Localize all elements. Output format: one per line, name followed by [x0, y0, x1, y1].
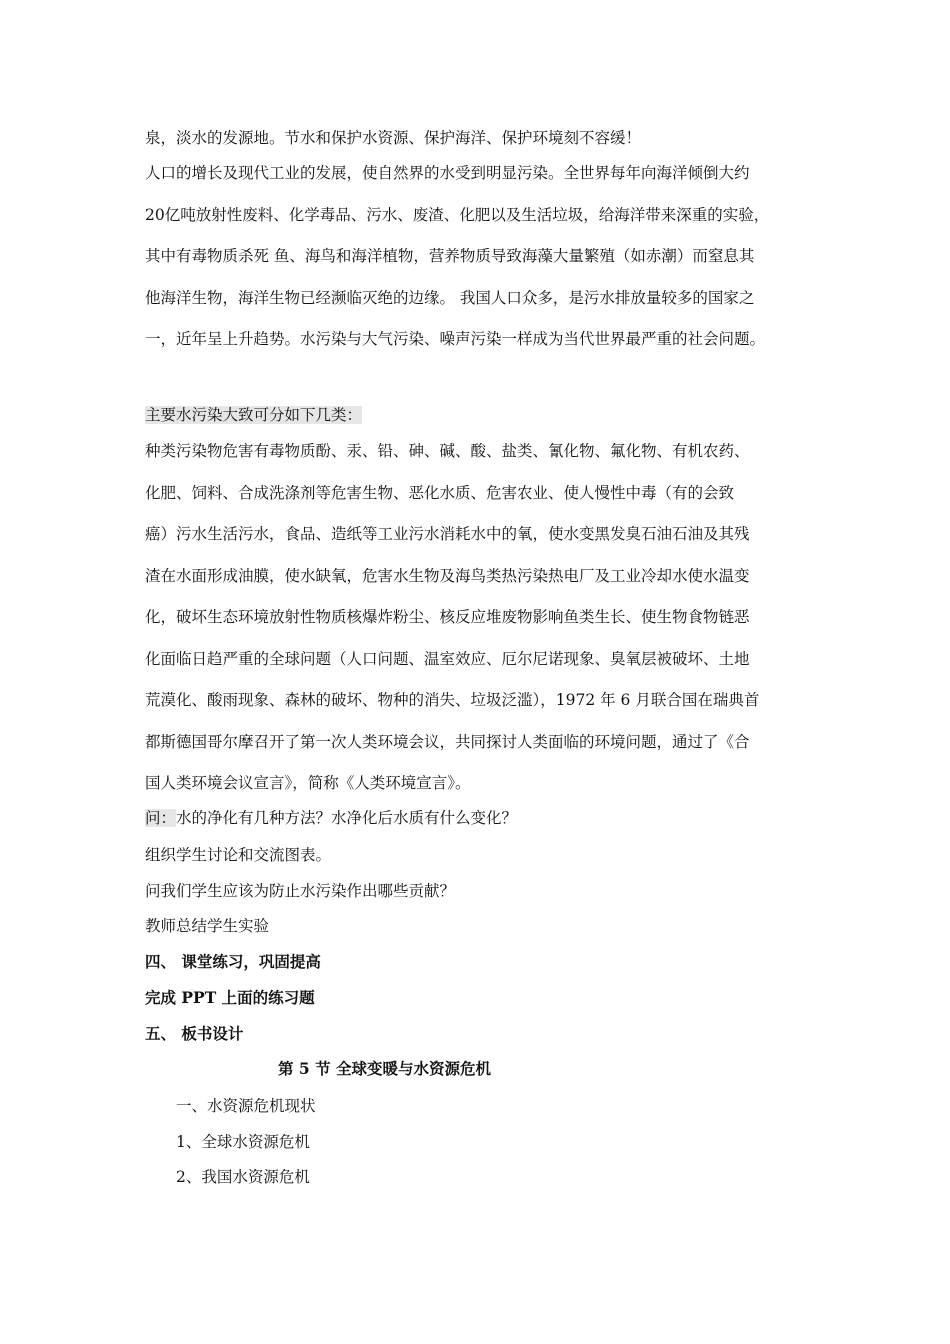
heading-section-4: 四、 课堂练习，巩固提高 [145, 952, 321, 971]
ask-line: 问我们学生应该为防止水污染作出哪些贡献？ [145, 882, 456, 900]
para1-line-2: 人口的增长及现代工业的发展，使自然界的水受到明显污染。全世界每年向海洋倾倒大约 [145, 164, 750, 182]
para1-line-5: 他海洋生物，海洋生物已经濒临灭绝的边缘。 我国人口众多，是污水排放量较多的国家之 [145, 289, 755, 307]
para2-line-8: 都斯德国哥尔摩召开了第一次人类环境会议，共同探讨人类面临的环境问题，通过了《合 [145, 733, 750, 751]
question-text: 水的净化有几种方法？水净化后水质有什么变化？ [176, 809, 518, 827]
question-label: 问： [145, 809, 177, 827]
para1-line-3: 20亿吨放射性废料、化学毒品、污水、废渣、化肥以及生活垃圾，给海洋带来深重的实验， [145, 206, 770, 224]
ppt-exercise-line: 完成 PPT 上面的练习题 [145, 988, 315, 1007]
discuss-line: 组织学生讨论和交流图表。 [145, 846, 332, 864]
question-line [145, 808, 517, 828]
para1-line-6: 一，近年呈上升趋势。水污染与大气污染、噪声污染一样成为当代世界最严重的社会问题。 [145, 330, 766, 348]
para2-line-7: 荒漠化、酸雨现象、森林的破坏、物种的消失、垃圾泛滥），1972 年 6 月联合国在瑞典首 [145, 691, 760, 709]
section-heading-text: 主要水污染大致可分如下几类： [145, 406, 363, 424]
section-heading [145, 405, 362, 425]
para2-line-9: 国人类环境会议宣言》，简称《人类环境宣言》。 [145, 774, 471, 792]
board-item-1: 一、水资源危机现状 [176, 1097, 316, 1115]
summary-line: 教师总结学生实验 [145, 917, 270, 935]
para1-line-1: 泉，淡水的发源地。节水和保护水资源、保护海洋、保护环境刻不容缓！ [145, 129, 642, 147]
para2-line-5: 化，破坏生态环境放射性物质核爆炸粉尘、核反应堆废物影响鱼类生长、使生物食物链恶 [145, 608, 750, 626]
para2-line-4: 渣在水面形成油膜，使水缺氧，危害水生物及海鸟类热污染热电厂及工业冷却水使水温变 [145, 567, 750, 585]
para2-line-1: 种类污染物危害有毒物质酚、汞、铅、砷、碱、酸、盐类、氰化物、氟化物、有机农药、 [145, 442, 750, 460]
board-item-3: 2、我国水资源危机 [176, 1168, 310, 1186]
para2-line-2: 化肥、饲料、合成洗涤剂等危害生物、恶化水质、危害农业、使人慢性中毒（有的会致 [145, 484, 735, 502]
heading-section-5: 五、 板书设计 [145, 1024, 244, 1043]
para2-line-3: 癌）污水生活污水，食品、造纸等工业污水消耗水中的氧，使水变黑发臭石油石油及其残 [145, 525, 750, 543]
para2-line-6: 化面临日趋严重的全球问题（人口问题、温室效应、厄尔尼诺现象、臭氧层被破坏、土地 [145, 650, 750, 668]
para1-line-4: 其中有毒物质杀死 鱼、海鸟和海洋植物，营养物质导致海藻大量繁殖（如赤潮）而窒息其 [145, 247, 755, 265]
board-item-2: 1、全球水资源危机 [176, 1133, 310, 1151]
board-title: 第 5 节 全球变暖与水资源危机 [278, 1059, 491, 1078]
